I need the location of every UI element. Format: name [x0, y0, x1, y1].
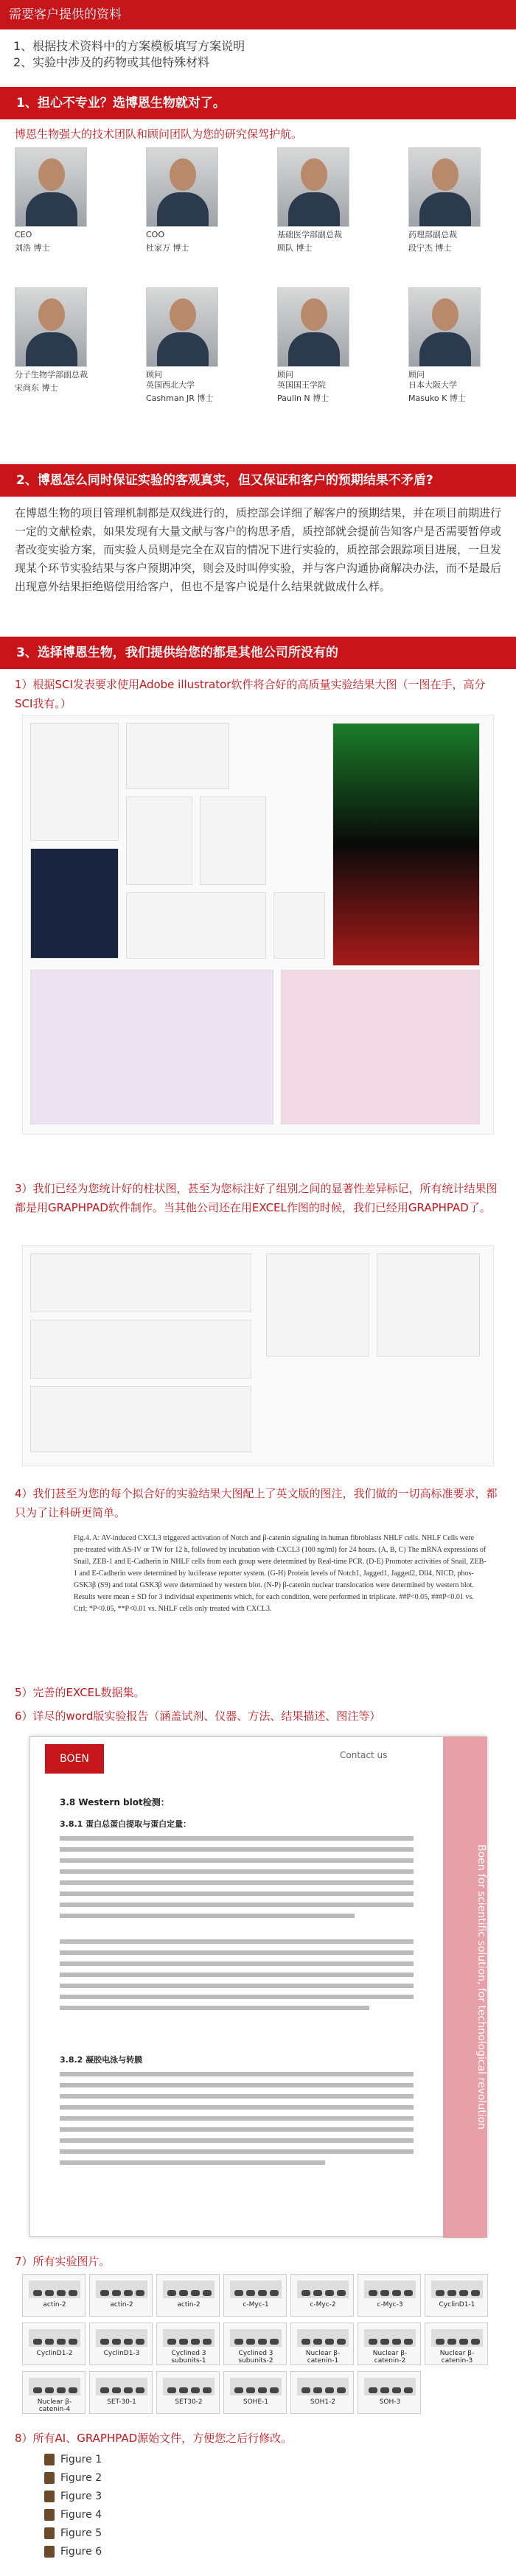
- blot-image: [29, 2378, 80, 2395]
- file-name: Figure 6: [60, 2546, 102, 2558]
- image-thumbnail[interactable]: [425, 2274, 488, 2317]
- image-thumbnail[interactable]: [358, 2323, 421, 2365]
- portrait-photo: [408, 287, 481, 367]
- heatmap-panel: [332, 723, 480, 966]
- team-role: 分子生物学部副总裁: [15, 370, 88, 379]
- blot-band: [179, 2290, 188, 2296]
- blot-image: [96, 2329, 147, 2347]
- line-plot-panel: [273, 892, 325, 959]
- blot-band: [57, 2339, 66, 2345]
- team-grid: [15, 147, 501, 413]
- blot-image: [29, 2329, 80, 2347]
- item6-text: 6）详尽的word版实验报告（涵盖试剂、仪器、方法、结果描述、图注等）: [15, 1709, 381, 1723]
- section2-text: 在博恩生物的项目管理机制都是双线进行的，质控部会详细了解客户的预期结果，并在项目前期进行一定的文献检索，如果发现有大量文献与客户的构思矛盾，质控部就会提前告知客户是否需要暂停或者改变实验方案，而实验人员则是完全在双盲的情况下进行实验的，质控部会跟踪项目进展，一旦发现某个环节实验结果与客户预期冲突，则会及时叫停实验，并与客户沟通协商解决办法，而不是最后出现意外结果拒绝赔偿用给客户，但也不是客户说是什么结果就做成什么样。: [15, 506, 502, 593]
- blot-band: [112, 2387, 121, 2393]
- blot-band: [136, 2339, 144, 2345]
- fluorescence-panel: [30, 848, 119, 959]
- team-name: 刘浩 博士: [15, 243, 50, 253]
- blot-band: [404, 2290, 413, 2296]
- source-file-item[interactable]: [44, 2509, 102, 2521]
- image-label: Nuclear β-catenin-1: [305, 2350, 341, 2365]
- blot-image: [163, 2378, 215, 2395]
- image-label: CyclinD1-1: [439, 2301, 475, 2309]
- section2-band: 2、博恩怎么同时保证实验的客观真实，但又保证和客户的预期结果不矛盾?: [0, 464, 516, 497]
- image-label: actin-2: [43, 2301, 66, 2309]
- team-card: [277, 287, 358, 404]
- blot-band: [313, 2290, 322, 2296]
- team-card: [15, 287, 96, 393]
- image-label: Nuclear β-catenin-3: [439, 2350, 475, 2365]
- report-contact: Contact us: [340, 1750, 388, 1760]
- blot-band: [69, 2290, 77, 2296]
- image-label: SOH1-2: [310, 2398, 336, 2406]
- histology-panel: [281, 970, 480, 1124]
- image-label: SOHE-1: [243, 2398, 269, 2406]
- blot-band: [179, 2339, 188, 2345]
- blot-band: [33, 2339, 42, 2345]
- blot-band: [136, 2387, 144, 2393]
- blot-band: [301, 2290, 310, 2296]
- portrait-photo: [146, 147, 218, 227]
- team-role: 顾问 英国西北大学: [146, 370, 195, 390]
- file-icon: [44, 2527, 55, 2539]
- blot-band: [203, 2339, 212, 2345]
- portrait-photo: [146, 287, 218, 367]
- image-label: CyclinD1-3: [103, 2350, 140, 2357]
- bar-plot-panel: [126, 797, 192, 885]
- bar-chart-panel: [30, 1386, 251, 1452]
- image-thumbnail[interactable]: [223, 2371, 287, 2414]
- team-role: 基础医学部副总裁: [277, 230, 342, 239]
- image-thumbnail[interactable]: [358, 2274, 421, 2317]
- image-thumbnail[interactable]: [156, 2371, 220, 2414]
- image-label: actin-2: [110, 2301, 133, 2309]
- blot-band: [313, 2339, 322, 2345]
- image-thumbnail[interactable]: [22, 2323, 86, 2365]
- file-icon: [44, 2546, 55, 2558]
- image-thumbnail[interactable]: [89, 2371, 153, 2414]
- blot-band: [325, 2290, 334, 2296]
- team-name: 顾队 博士: [277, 243, 313, 253]
- source-file-item[interactable]: [44, 2472, 102, 2484]
- item4-text: 4）我们甚至为您的每个拟合好的实验结果大图配上了英文版的图注，我们做的一切高标准要求，都只为了让科研更简单。: [15, 1487, 498, 1519]
- portrait-photo: [408, 147, 481, 227]
- report-subheading: 3.8.2 凝胶电泳与转膜: [60, 2055, 143, 2065]
- blot-band: [471, 2290, 480, 2296]
- blot-band: [112, 2290, 121, 2296]
- blot-band: [33, 2387, 42, 2393]
- blot-band: [191, 2290, 200, 2296]
- blot-image: [297, 2281, 349, 2298]
- western-blot-panel: [30, 723, 119, 841]
- source-file-item[interactable]: [44, 2491, 102, 2502]
- image-thumbnail[interactable]: [22, 2371, 86, 2414]
- blot-band: [436, 2339, 444, 2345]
- blot-band: [167, 2339, 176, 2345]
- blot-panel: [126, 892, 266, 959]
- western-blot-panel: [126, 723, 229, 789]
- blot-image: [163, 2281, 215, 2298]
- blot-band: [325, 2339, 334, 2345]
- image-thumbnail[interactable]: [223, 2274, 287, 2317]
- blot-band: [45, 2387, 54, 2393]
- file-name: Figure 2: [60, 2472, 102, 2484]
- image-thumbnail[interactable]: [425, 2323, 488, 2365]
- section1-band: 1、担心不专业？选博恩生物就对了。: [0, 87, 516, 119]
- blot-image: [163, 2329, 215, 2347]
- blot-band: [447, 2290, 456, 2296]
- blot-band: [179, 2387, 188, 2393]
- blot-image: [431, 2329, 483, 2347]
- blot-band: [167, 2290, 176, 2296]
- blot-band: [325, 2387, 334, 2393]
- blot-band: [69, 2387, 77, 2393]
- image-thumbnail[interactable]: [358, 2371, 421, 2414]
- team-name: 宋尚东 博士: [15, 383, 58, 393]
- blot-image: [230, 2329, 282, 2347]
- blot-band: [246, 2339, 255, 2345]
- image-thumbnail[interactable]: [89, 2323, 153, 2365]
- item7-text: 7）所有实验图片。: [15, 2255, 111, 2268]
- requirement-2: 2、实验中涉及的药物或其他特殊材料: [13, 55, 210, 69]
- team-card: [146, 147, 227, 253]
- report-heading: 3.8 Western blot检测：: [60, 1797, 170, 1807]
- blot-band: [404, 2339, 413, 2345]
- image-thumbnail[interactable]: [290, 2323, 354, 2365]
- blot-band: [112, 2339, 121, 2345]
- blot-band: [459, 2339, 468, 2345]
- blot-band: [270, 2387, 279, 2393]
- team-card: [146, 287, 227, 404]
- blot-band: [270, 2290, 279, 2296]
- source-file-item[interactable]: [44, 2454, 102, 2465]
- team-card: [408, 147, 489, 253]
- figure-caption: Fig.4. A: AV-induced CXCL3 triggered activation of Notch and β-catenin signaling in human fibroblasts NHLF cells. NHLF Cells were pre-treated with AS-IV or TW for 12 h, followed by incubation with CXCL3 (100 ng/ml) for 24 hours. (A, B, C) The mRNA expressions of Snail, ZEB-1 and E-Cadherin in NHLF cells from each group were determined by Real-time PCR. (D-E) Promoter activities of Snail, ZEB-1 and E-Cadherin were determined by luciferase reporter system. (G-H) Protein levels of Notch1, Jagged1, Jagged2, Dll4, NICD, phos-GSK3β (S9) and total GSK3β were determined by western blot. (N-P) β-catenin nuclear translocation were determined by western blot. Results were mean ± SD for 3 individual experiments which, for each condition, were performed in triplicate. ##P<0.05, ###P<0.01 vs. Ctrl; *P<0.05, **P<0.01 vs. NHLF cells only treated with CXCL3.: [74, 1534, 487, 1613]
- blot-band: [270, 2339, 279, 2345]
- image-thumbnail[interactable]: [22, 2274, 86, 2317]
- team-name: 杜家万 博士: [146, 243, 189, 253]
- blot-band: [191, 2387, 200, 2393]
- file-name: Figure 3: [60, 2491, 102, 2502]
- bar-chart-panel: [30, 1253, 251, 1312]
- blot-band: [234, 2339, 243, 2345]
- portrait-photo: [277, 287, 349, 367]
- team-role: 顾问 日本大阪大学: [408, 370, 457, 390]
- team-name: Masuko K 博士: [408, 393, 466, 403]
- image-label: SOH-3: [379, 2398, 401, 2406]
- requirement-1: 1、根据技术资料中的方案模板填写方案说明: [13, 39, 245, 53]
- blot-image: [230, 2281, 282, 2298]
- blot-band: [337, 2290, 346, 2296]
- word-report-preview: [29, 1736, 487, 2237]
- histology-panel: [30, 970, 273, 1124]
- blot-band: [404, 2387, 413, 2393]
- statistics-figure: [22, 1245, 494, 1466]
- team-role: CEO: [15, 230, 32, 239]
- composite-figure: [22, 715, 494, 1135]
- file-name: Figure 1: [60, 2454, 102, 2465]
- blot-band: [447, 2339, 456, 2345]
- blot-band: [380, 2290, 389, 2296]
- image-label: Nuclear β-catenin-4: [37, 2398, 72, 2413]
- item5-text: 5）完善的EXCEL数据集。: [15, 1686, 145, 1699]
- blot-image: [431, 2281, 483, 2298]
- image-thumbnail[interactable]: [156, 2323, 220, 2365]
- blot-band: [471, 2339, 480, 2345]
- image-label: actin-2: [177, 2301, 201, 2309]
- blot-band: [380, 2339, 389, 2345]
- blot-image: [297, 2329, 349, 2347]
- blot-image: [364, 2329, 416, 2347]
- blot-image: [364, 2281, 416, 2298]
- team-role: COO: [146, 230, 164, 239]
- blot-band: [337, 2387, 346, 2393]
- blot-band: [45, 2290, 54, 2296]
- image-label: SET30-2: [175, 2398, 203, 2406]
- image-thumbnail[interactable]: [156, 2274, 220, 2317]
- source-file-list: [0, 2454, 516, 2572]
- report-sidebar-text: Boen for scientific solution, for technological revolution: [475, 1844, 487, 2130]
- blot-band: [369, 2387, 377, 2393]
- item8-text: 8）所有AI、GRAPHPAD源始文件，方便您之后行修改。: [15, 2432, 293, 2445]
- blot-band: [136, 2290, 144, 2296]
- blot-image: [297, 2378, 349, 2395]
- report-subheading: 3.8.1 蛋白总蛋白提取与蛋白定量：: [60, 1819, 192, 1829]
- image-label: SET-30-1: [107, 2398, 136, 2406]
- blot-band: [33, 2290, 42, 2296]
- team-card: [15, 147, 96, 253]
- image-label: Cyclined 3 subunits-2: [238, 2350, 273, 2365]
- file-icon: [44, 2472, 55, 2484]
- image-label: c-Myc-1: [243, 2301, 269, 2309]
- blot-band: [369, 2339, 377, 2345]
- team-name: Cashman JR 博士: [146, 393, 214, 403]
- blot-band: [167, 2387, 176, 2393]
- file-icon: [44, 2509, 55, 2521]
- blot-band: [203, 2387, 212, 2393]
- report-logo: BOEN: [45, 1744, 104, 1774]
- blot-band: [301, 2387, 310, 2393]
- portrait-photo: [15, 287, 87, 367]
- blot-band: [459, 2290, 468, 2296]
- blot-band: [100, 2290, 109, 2296]
- blot-band: [124, 2339, 133, 2345]
- blot-band: [45, 2339, 54, 2345]
- image-label: c-Myc-3: [377, 2301, 403, 2309]
- blot-band: [436, 2290, 444, 2296]
- blot-band: [369, 2290, 377, 2296]
- image-label: c-Myc-2: [310, 2301, 336, 2309]
- bar-chart-panel: [266, 1253, 369, 1357]
- team-name: Paulin N 博士: [277, 393, 330, 403]
- team-card: [408, 287, 489, 404]
- image-label: Nuclear β-catenin-2: [372, 2350, 408, 2365]
- image-label: Cyclined 3 subunits-1: [171, 2350, 206, 2365]
- blot-band: [258, 2387, 267, 2393]
- blot-image: [96, 2281, 147, 2298]
- blot-band: [258, 2339, 267, 2345]
- blot-band: [392, 2290, 401, 2296]
- blot-panel: [200, 797, 266, 885]
- section1-lead: 博恩生物强大的技术团队和顾问团队为您的研究保驾护航。: [15, 127, 303, 141]
- image-thumbnail[interactable]: [223, 2323, 287, 2365]
- blot-band: [392, 2387, 401, 2393]
- image-thumbnail[interactable]: [89, 2274, 153, 2317]
- blot-band: [234, 2387, 243, 2393]
- item3-text: 3）我们已经为您统计好的柱状图，甚至为您标注好了组别之间的显著性差异标记，所有统计结果图都是用GRAPHPAD软件制作。当其他公司还在用EXCEL作图的时候，我们已经用GRAPHPAD了。: [15, 1182, 498, 1214]
- blot-band: [124, 2387, 133, 2393]
- blot-band: [57, 2387, 66, 2393]
- blot-band: [337, 2339, 346, 2345]
- portrait-photo: [15, 147, 87, 227]
- blot-band: [57, 2290, 66, 2296]
- blot-band: [100, 2339, 109, 2345]
- bar-chart-panel: [377, 1253, 480, 1357]
- blot-band: [392, 2339, 401, 2345]
- source-file-item[interactable]: [44, 2546, 102, 2558]
- team-role: 顾问 英国国王学院: [277, 370, 326, 390]
- image-thumbnail[interactable]: [290, 2371, 354, 2414]
- blot-image: [230, 2378, 282, 2395]
- experiment-images: [22, 2274, 494, 2421]
- item1-text: 1）根据SCI发表要求使用Adobe illustrator软件将合好的高质量实验结果大图（一图在手，高分SCI我有。）: [15, 678, 486, 710]
- file-name: Figure 4: [60, 2509, 102, 2521]
- blot-band: [246, 2387, 255, 2393]
- blot-band: [203, 2290, 212, 2296]
- blot-band: [246, 2290, 255, 2296]
- blot-image: [96, 2378, 147, 2395]
- blot-band: [380, 2387, 389, 2393]
- blot-band: [69, 2339, 77, 2345]
- blot-band: [258, 2290, 267, 2296]
- portrait-photo: [277, 147, 349, 227]
- blot-band: [191, 2339, 200, 2345]
- team-role: 药理部副总裁: [408, 230, 457, 239]
- section3-band: 3、选择博恩生物，我们提供给您的都是其他公司所没有的: [0, 637, 516, 669]
- blot-band: [100, 2387, 109, 2393]
- image-label: CyclinD1-2: [36, 2350, 73, 2357]
- blot-image: [29, 2281, 80, 2298]
- blot-band: [301, 2339, 310, 2345]
- blot-band: [124, 2290, 133, 2296]
- file-icon: [44, 2491, 55, 2502]
- file-icon: [44, 2454, 55, 2465]
- image-thumbnail[interactable]: [290, 2274, 354, 2317]
- file-name: Figure 5: [60, 2527, 102, 2539]
- bar-chart-panel: [30, 1320, 251, 1379]
- team-card: [277, 147, 358, 253]
- blot-image: [364, 2378, 416, 2395]
- team-name: 段宁杰 博士: [408, 243, 452, 253]
- source-file-item[interactable]: [44, 2527, 102, 2539]
- blot-band: [234, 2290, 243, 2296]
- page-header: 需要客户提供的资料: [0, 0, 516, 29]
- blot-band: [313, 2387, 322, 2393]
